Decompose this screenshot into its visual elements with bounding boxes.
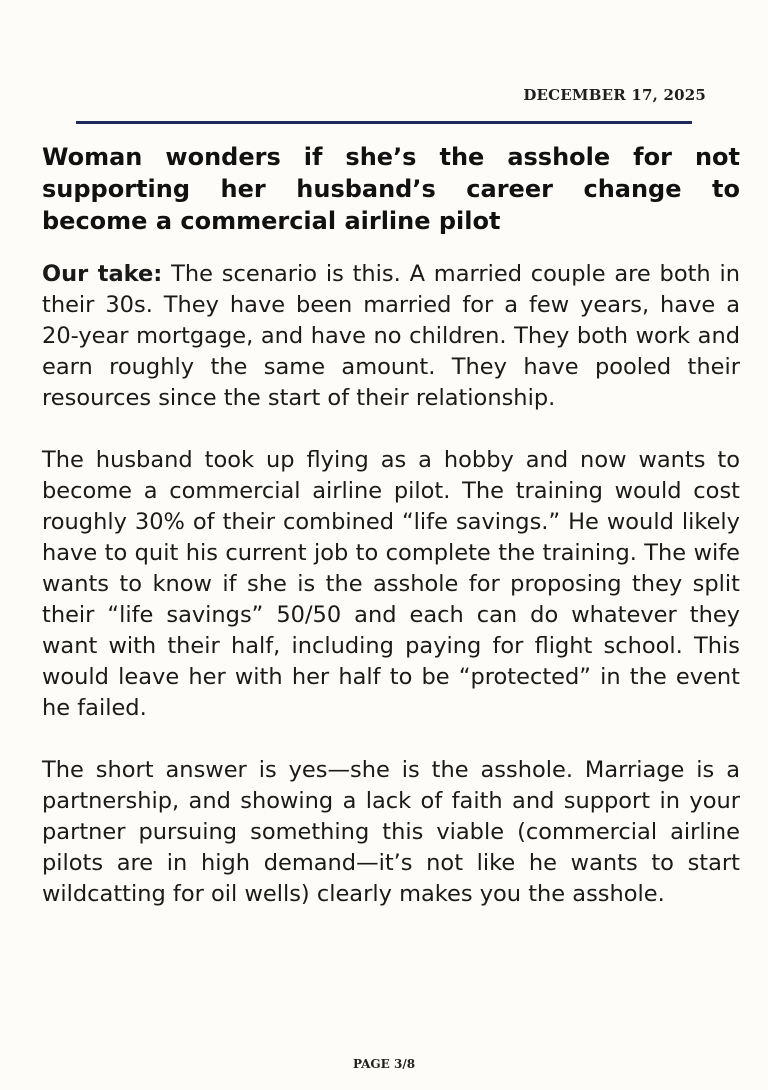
- paragraph-3: The short answer is yes—she is the asshole. Marriage is a partnership, and showing a lack of faith and support in your partner pursuing something this viable (commercial airline pilots are in high demand—it’s not like he wants to start wildcatting for oil wells) clearly makes you the asshole.: [42, 757, 740, 907]
- header-divider: [76, 121, 692, 124]
- page-number: PAGE 3/8: [352, 1057, 416, 1071]
- our-take-label: Our take:: [42, 261, 163, 287]
- paragraph-1-text: The scenario is this. A married couple are both in their 30s. They have been married for a few years, have a 20-year mortgage, and have no children. They both work and earn roughly the same amount. They have pooled their resources since the start of their relationship.: [42, 261, 741, 411]
- article-body: [42, 259, 740, 910]
- paragraph-2: The husband took up flying as a hobby and now wants to become a commercial airline pilot. The training would cost roughly 30% of their combined “life savings.” He would likely have to quit his current job to complete the training. The wife wants to know if she is the asshole for proposing they split their “life savings” 50/50 and each can do whatever they want with their half, including paying for flight school. This would leave her with her half to be “protected” in the event he failed.: [42, 447, 740, 721]
- issue-date: DECEMBER 17, 2025: [523, 86, 706, 104]
- paragraph-intro: [42, 259, 740, 414]
- article-headline: Woman wonders if she’s the asshole for not supporting her husband’s career change to become a commercial airline pilot: [42, 143, 740, 235]
